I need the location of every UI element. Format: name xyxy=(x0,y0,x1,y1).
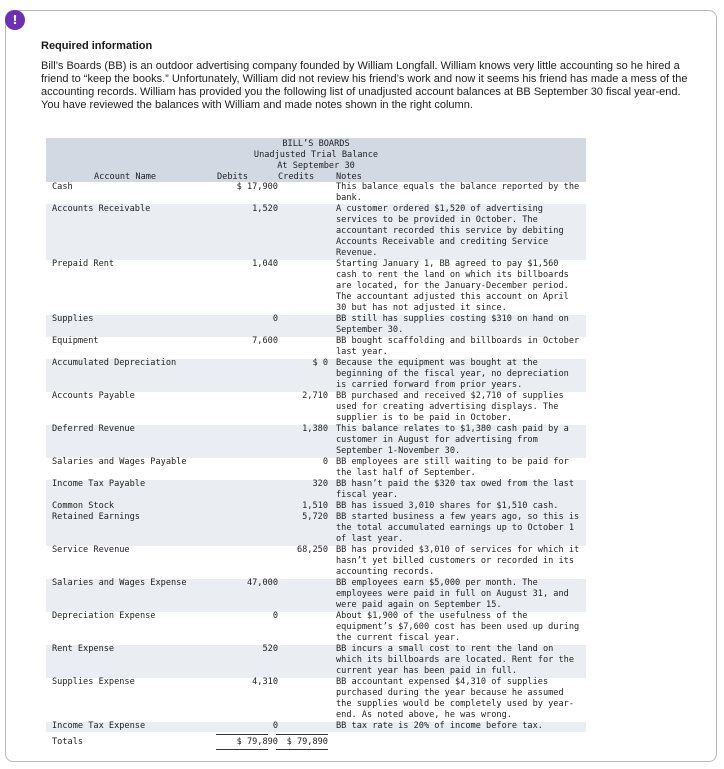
debit-total-rule xyxy=(216,734,268,735)
account-name: Salaries and Wages Expense xyxy=(52,578,187,588)
account-name: Equipment xyxy=(52,336,99,346)
account-note: This balance equals the balance reported by the bank. xyxy=(336,182,580,203)
account-note: BB purchased and received $2,710 of supplies used for creating advertising displays. The supplier is to be paid in October. xyxy=(336,391,564,423)
col-credits: Credits xyxy=(278,172,315,182)
account-name: Rent Expense xyxy=(52,644,115,654)
credit-amount: $ 0 xyxy=(312,358,328,368)
credit-amount: 2,710 xyxy=(302,391,328,401)
alert-icon: ! xyxy=(5,10,25,30)
information-panel xyxy=(5,10,717,762)
account-name: Retained Earnings xyxy=(52,512,140,522)
account-name: Income Tax Payable xyxy=(52,479,146,489)
debit-amount: 1,040 xyxy=(252,259,278,269)
account-note: Because the equipment was bought at the beginning of the fiscal year, no depreciation is carried forward from prior years. xyxy=(336,358,569,390)
account-note: BB incurs a small cost to rent the land on which its billboards are located. Rent for the current year has been paid in full. xyxy=(336,644,574,676)
account-name: Supplies Expense xyxy=(52,677,135,687)
account-name: Deferred Revenue xyxy=(52,424,135,434)
account-note: BB has provided $3,010 of services for which it hasn’t yet billed customers or recorded in its accounting records. xyxy=(336,545,580,577)
account-note: BB started business a few years ago, so this is the total accumulated earnings up to October 1 of last year. xyxy=(336,512,580,544)
credit-amount: 320 xyxy=(312,479,328,489)
debit-amount: 1,520 xyxy=(252,204,278,214)
credit-amount: 1,380 xyxy=(302,424,328,434)
account-note: BB employees are still waiting to be paid for the last half of September. xyxy=(336,457,569,478)
table-date: At September 30 xyxy=(277,161,355,171)
account-note: This balance relates to $1,380 cash paid by a customer in August for advertising from September 1-November 30. xyxy=(336,424,569,456)
debit-amount: 0 xyxy=(272,611,278,621)
account-name: Salaries and Wages Payable xyxy=(52,457,187,467)
credit-total-rule xyxy=(276,734,328,735)
account-name: Cash xyxy=(52,182,73,192)
trial-balance-table xyxy=(46,138,586,750)
account-name: Common Stock xyxy=(52,501,115,511)
debit-amount: 4,310 xyxy=(252,677,278,687)
credit-amount: 0 xyxy=(322,457,328,467)
account-name: Service Revenue xyxy=(52,545,130,555)
account-name: Accumulated Depreciation xyxy=(52,358,177,368)
account-note: BB tax rate is 20% of income before tax. xyxy=(336,721,543,731)
account-note: Starting January 1, BB agreed to pay $1,560 cash to rent the land on which its billboards are located, for the January-December period. The accountant adjusted this account on April 30 but has not adjusted it since. xyxy=(336,259,569,313)
debit-amount: 0 xyxy=(272,721,278,731)
account-name: Prepaid Rent xyxy=(52,259,115,269)
account-name: Accounts Payable xyxy=(52,391,135,401)
account-note: BB hasn’t paid the $320 tax owed from the last fiscal year. xyxy=(336,479,574,500)
account-note: A customer ordered $1,520 of advertising services to be provided in October. The accountant recorded this service by debiting Accounts Receivable and crediting Service Revenue. xyxy=(336,204,564,258)
account-name: Accounts Receivable xyxy=(52,204,151,214)
debit-amount: 47,000 xyxy=(246,578,278,588)
table-subtitle: Unadjusted Trial Balance xyxy=(253,150,379,160)
debit-amount: $ 17,900 xyxy=(236,182,278,192)
col-debits: Debits xyxy=(217,172,249,182)
account-note: BB has issued 3,010 shares for $1,510 cash. xyxy=(336,501,559,511)
account-note: BB employees earn $5,000 per month. The employees were paid in full on August 31, and were paid again on September 15. xyxy=(336,578,569,610)
total-debits: $ 79,890 xyxy=(236,737,278,747)
col-notes: Notes xyxy=(336,172,362,182)
debit-amount: 520 xyxy=(262,644,278,654)
total-credits: $ 79,890 xyxy=(286,737,328,747)
account-note: About $1,900 of the usefulness of the equipment’s $7,600 cost has been used up during the current fiscal year. xyxy=(336,611,580,643)
intro-paragraph: Bill’s Boards (BB) is an outdoor advertising company founded by William Longfall. William knows very little accounting so he hired a friend to “keep the books.” Unfortunately, William did not review his friend’s work and now it seems his friend has made a mess of the accounting records. William has provided you the following list of unadjusted account balances at BB September 30 fiscal year-end. You have reviewed the balances with William and made notes shown in the right column. xyxy=(41,60,688,111)
debit-amount: 7,600 xyxy=(252,336,278,346)
account-note: BB still has supplies costing $310 on hand on September 30. xyxy=(336,314,569,335)
company-name: BILL’S BOARDS xyxy=(282,139,350,149)
account-name: Depreciation Expense xyxy=(52,611,156,621)
account-name: Supplies xyxy=(52,314,94,324)
credit-amount: 1,510 xyxy=(302,501,328,511)
credit-double-rule xyxy=(276,749,328,750)
credit-amount: 5,720 xyxy=(302,512,328,522)
account-note: BB bought scaffolding and billboards in October last year. xyxy=(336,336,580,357)
credit-amount: 68,250 xyxy=(296,545,328,555)
col-account-name: Account Name xyxy=(94,172,157,182)
debit-amount: 0 xyxy=(272,314,278,324)
debit-double-rule xyxy=(216,749,268,750)
section-heading: Required information xyxy=(41,40,153,52)
account-name: Income Tax Expense xyxy=(52,721,146,731)
account-note: BB accountant expensed $4,310 of supplies purchased during the year because he assumed the supplies would be completely used by year-end. As noted above, he was wrong. xyxy=(336,677,574,720)
totals-label: Totals xyxy=(52,737,84,747)
